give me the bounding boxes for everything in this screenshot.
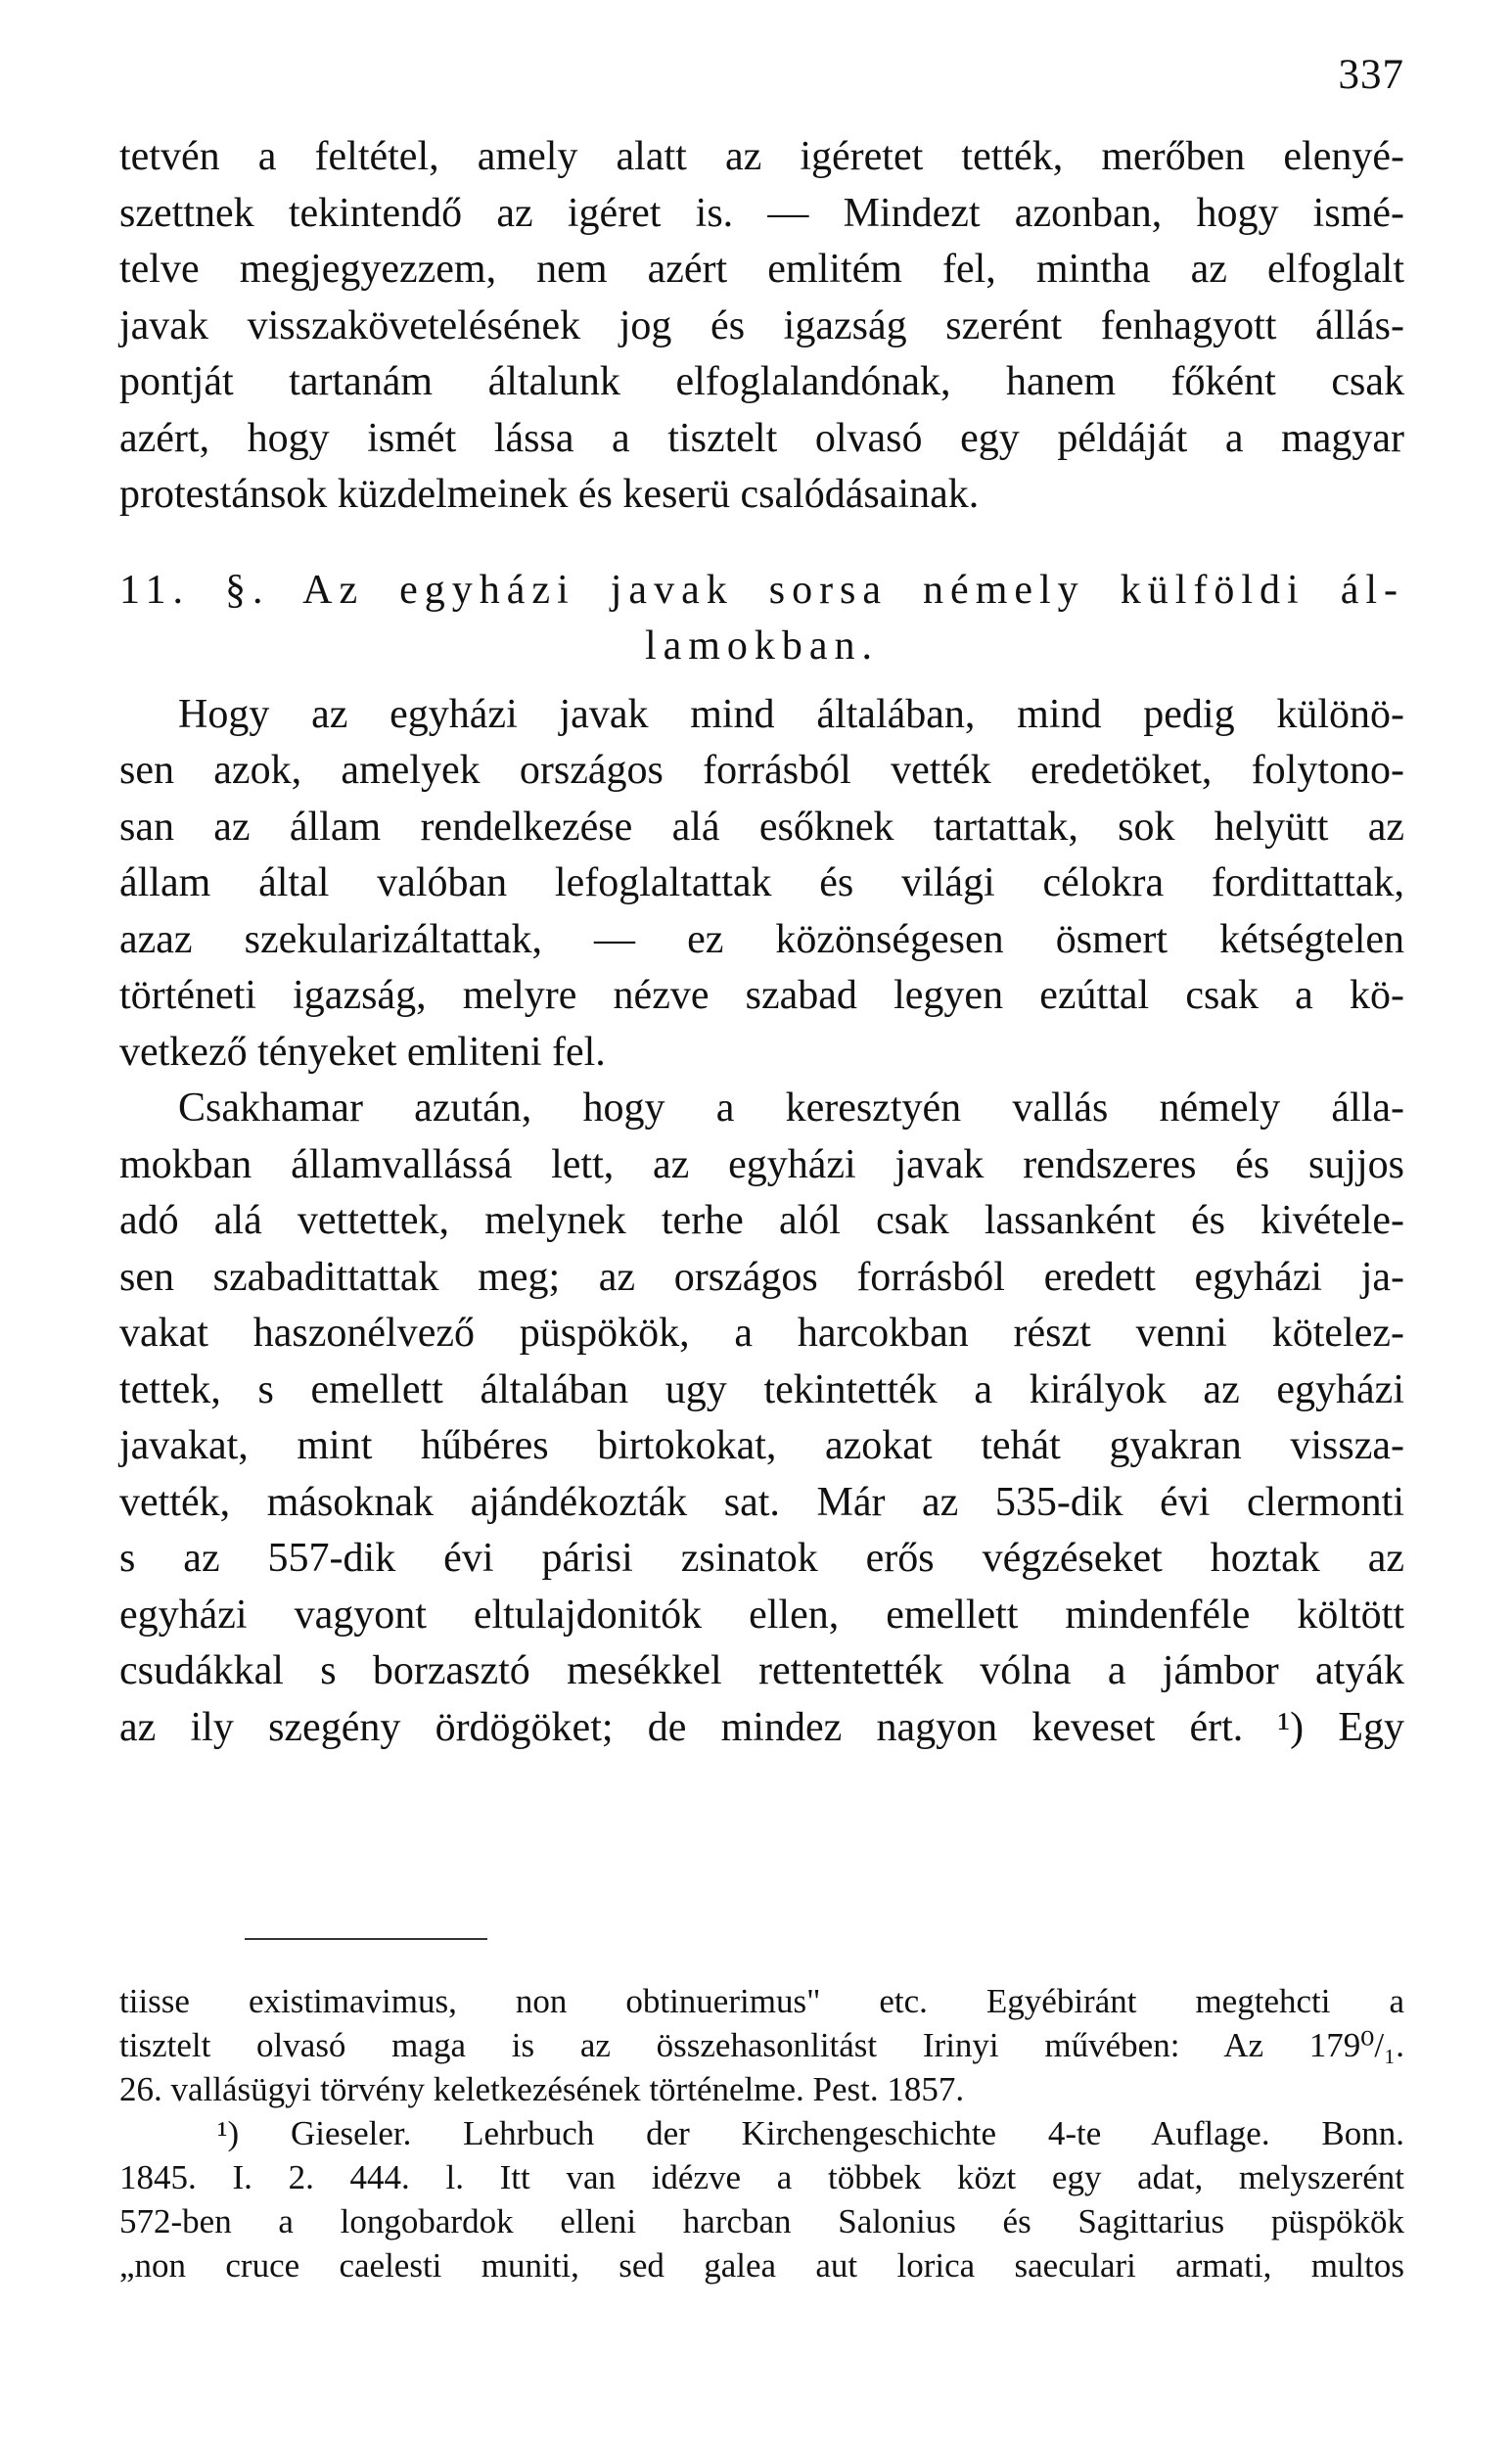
text-line: san az állam rendelkezése alá esőknek tartattak, sok helyütt az [119,804,1404,850]
text-line: az ily szegény ördögöket; de mindez nagyon keveset ért. ¹) Egy [119,1704,1404,1750]
footnote-line: 26. vallásügyi törvény keletkezésének történelme. Pest. 1857. [119,2070,965,2108]
footnote-line: ¹) Gieseler. Lehrbuch der Kirchengeschichte 4-te Auflage. Bonn. [217,2114,1404,2152]
text-line: adó alá vettettek, melynek terhe alól csak lassanként és kivétele- [119,1198,1404,1243]
text-line: javakat, mint hűbéres birtokokat, azokat tehát gyakran vissza- [119,1423,1404,1468]
text-line: vakat haszonélvező püspökök, a harcokban részt venni kötelez- [119,1311,1404,1356]
footnote-line: tiisse existimavimus, non obtinuerimus" etc. Egyébiránt megtehcti a [119,1982,1404,2020]
section-heading-line: lamokban. [644,623,880,669]
spacer [119,675,1404,687]
text-line: tettek, s emellett általában ugy tekintették a királyok az egyházi [119,1366,1404,1412]
footnote-continuation [119,1979,1404,2111]
paragraph-2 [119,687,1404,1082]
footnote-line: 1845. I. 2. 444. l. Itt van idézve a többek közt egy adat, melyszerént [119,2158,1404,2196]
section-heading [119,563,1404,675]
text-line: Hogy az egyházi javak mind általában, mind pedig különö- [178,691,1404,737]
footnotes [119,1979,1404,2287]
section-heading-line: 11. §. Az egyházi javak sorsa némely külföldi ál- [119,567,1404,613]
text-line: pontját tartanám általunk elfoglalandónak, hanem főként csak [119,359,1404,404]
text-line: sen azok, amelyek országos forrásból vették eredetöket, folytono- [119,748,1404,793]
main-text [119,129,1404,1756]
text-line: s az 557-dik évi párisi zsinatok erős végzéseket hoztak az [119,1536,1404,1581]
footnote-line: tisztelt olvasó maga is az összehasonlitást Irinyi művében: Az 179⁰/₁. [119,2026,1404,2064]
text-line: azért, hogy ismét lássa a tisztelt olvasó egy példáját a magyar [119,415,1404,461]
text-line: szettnek tekintendő az igéret is. — Mindezt azonban, hogy ismé- [119,190,1404,236]
text-line: vették, másoknak ajándékozták sat. Már az 535-dik évi clermonti [119,1479,1404,1525]
text-line: sen szabadittattak meg; az országos forrásból eredett egyházi ja- [119,1254,1404,1300]
text-line: telve megjegyezzem, nem azért emlitém fel, mintha az elfoglalt [119,247,1404,292]
footnote-1 [119,2111,1404,2287]
intro-paragraph [119,129,1404,524]
text-line: egyházi vagyont eltulajdonitók ellen, emellett mindenféle költött [119,1592,1404,1638]
text-line: vetkező tényeket emliteni fel. [119,1029,606,1075]
text-line: történeti igazság, melyre nézve szabad legyen ezúttal csak a kö- [119,973,1404,1018]
text-line: Csakhamar azután, hogy a keresztyén vallás némely álla- [178,1085,1404,1131]
text-line: azaz szekularizáltattak, — ez közönségesen ösmert kétségtelen [119,916,1404,962]
text-line: javak visszakövetelésének jog és igazság szerént fenhagyott állás- [119,302,1404,348]
page-number: 337 [1338,52,1404,98]
footnote-divider [245,1938,487,1940]
footnote-line: „non cruce caelesti muniti, sed galea aut lorica saeculari armati, multos [119,2246,1404,2285]
text-line: mokban államvallássá lett, az egyházi javak rendszeres és sujjos [119,1141,1404,1187]
text-line: állam által valóban lefoglaltattak és világi célokra fordittattak, [119,860,1404,905]
spacer [119,524,1404,563]
text-line: csudákkal s borzasztó mesékkel rettentették vólna a jámbor atyák [119,1648,1404,1693]
paragraph-3 [119,1081,1404,1756]
text-line: tetvén a feltétel, amely alatt az igéretet tették, merőben elenyé- [119,134,1404,179]
text-line: protestánsok küzdelmeinek és keserü csalódásainak. [119,472,980,517]
footnote-line: 572-ben a longobardok elleni harcban Salonius és Sagittarius püspökök [119,2202,1404,2240]
